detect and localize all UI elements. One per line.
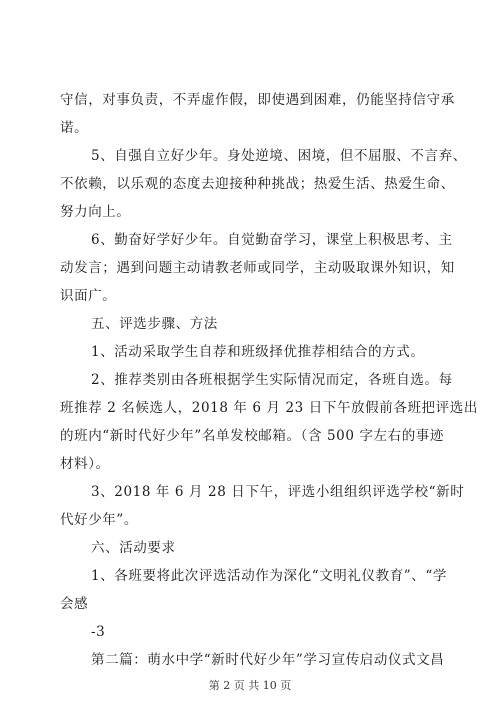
text-line: 识面广。 — [60, 288, 117, 304]
text-line: 会感 — [60, 596, 89, 612]
text-line: 守信，对事负责，不弄虚作假，即使遇到困难，仍能坚持信守承 — [60, 92, 455, 108]
page-footer: 第 2 页 共 10 页 — [208, 679, 292, 692]
section-heading: 五、评选步骤、方法 — [91, 316, 218, 332]
text-line: 班推荐 2 名候选人，2018 年 6 月 23 日下午放假前各班把评选出 — [60, 400, 478, 416]
section-heading: 六、活动要求 — [91, 540, 176, 556]
text-line: 代好少年”。 — [60, 512, 139, 528]
text-line: 的班内“新时代好少年”名单发校邮箱。（含 500 字左右的事迹 — [60, 428, 445, 444]
text-line: 6、勤奋好学好少年。自觉勤奋学习，课堂上积极思考、主 — [91, 232, 453, 248]
text-line: 5、自强自立好少年。身处逆境、困境，但不屈服、不言弃、 — [91, 148, 467, 164]
text-line: 1、活动采取学生自荐和班级择优推荐相结合的方式。 — [91, 344, 425, 360]
text-line: 材料）。 — [60, 456, 110, 472]
text-line: 2、推荐类别由各班根据学生实际情况而定，各班自选。每 — [91, 372, 453, 388]
text-line: 诺。 — [60, 120, 89, 136]
page-marker: -3 — [91, 624, 106, 640]
text-line: 1、各班要将此次评选活动作为深化“文明礼仪教育”、“学 — [91, 568, 447, 584]
text-line: 动发言；遇到问题主动请教老师或同学，主动吸取课外知识，知 — [60, 260, 455, 276]
text-line: 不依赖，以乐观的态度去迎接种种挑战；热爱生活、热爱生命、 — [60, 176, 455, 192]
text-line: 3、2018 年 6 月 28 日下午，评选小组组织评选学校“新时 — [91, 484, 465, 500]
text-line: 努力向上。 — [60, 204, 131, 220]
next-article-title: 第二篇：萌水中学“新时代好少年”学习宣传启动仪式文昌 — [91, 652, 445, 668]
